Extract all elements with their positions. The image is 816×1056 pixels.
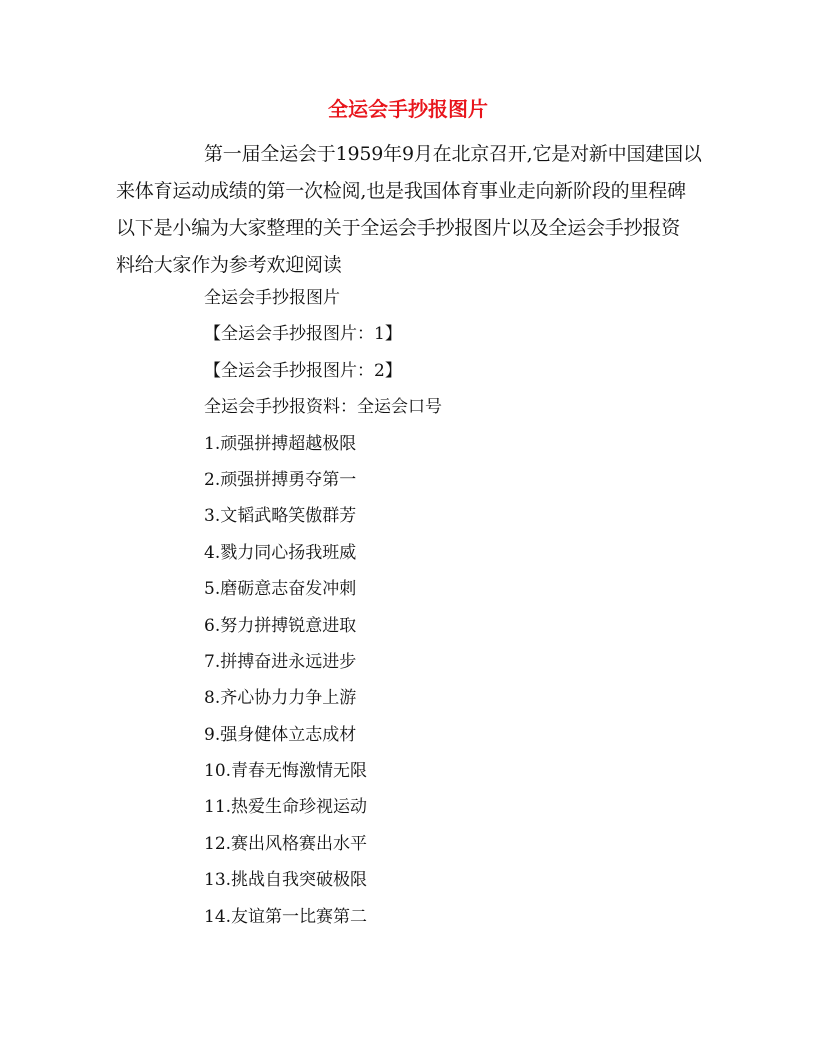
slogan-item: 11.热爱生命珍视运动 (204, 797, 368, 818)
slogan-item: 10.青春无悔激情无限 (204, 761, 368, 782)
intro-line: 来体育运动成绩的第一次检阅,也是我国体育事业走向新阶段的里程碑 (116, 180, 686, 202)
slogan-item: 8.齐心协力力争上游 (204, 688, 357, 709)
slogan-item: 1.顽强拼搏超越极限 (204, 433, 357, 454)
slogan-item: 5.磨砺意志奋发冲刺 (204, 579, 357, 600)
document-title: 全运会手抄报图片 (328, 97, 488, 121)
slogan-item: 13.挑战自我突破极限 (204, 870, 368, 891)
content-list (204, 280, 724, 935)
slogans-heading: 全运会手抄报资料：全运会口号 (204, 397, 442, 418)
slogan-item: 14.友谊第一比赛第二 (204, 906, 368, 927)
slogan-item: 4.戮力同心扬我班威 (204, 542, 357, 563)
intro-line: 料给大家作为参考欢迎阅读 (116, 254, 342, 276)
section-heading: 全运会手抄报图片 (204, 288, 340, 308)
slogan-item: 7.拼搏奋进永远进步 (204, 651, 357, 672)
slogan-item: 6.努力拼搏锐意进取 (204, 615, 357, 636)
image-caption: 【全运会手抄报图片：1】 (204, 324, 402, 345)
slogan-item: 12.赛出风格赛出水平 (204, 833, 368, 854)
intro-line: 第一届全运会于1959年9月在北京召开,它是对新中国建国以 (204, 143, 702, 165)
slogan-item: 9.强身健体立志成材 (204, 724, 357, 745)
intro-line: 以下是小编为大家整理的关于全运会手抄报图片以及全运会手抄报资 (116, 217, 681, 239)
slogan-item: 3.文韬武略笑傲群芳 (204, 506, 357, 527)
intro-paragraph (116, 136, 706, 284)
image-caption: 【全运会手抄报图片：2】 (204, 360, 402, 381)
slogan-item: 2.顽强拼搏勇夺第一 (204, 469, 357, 490)
